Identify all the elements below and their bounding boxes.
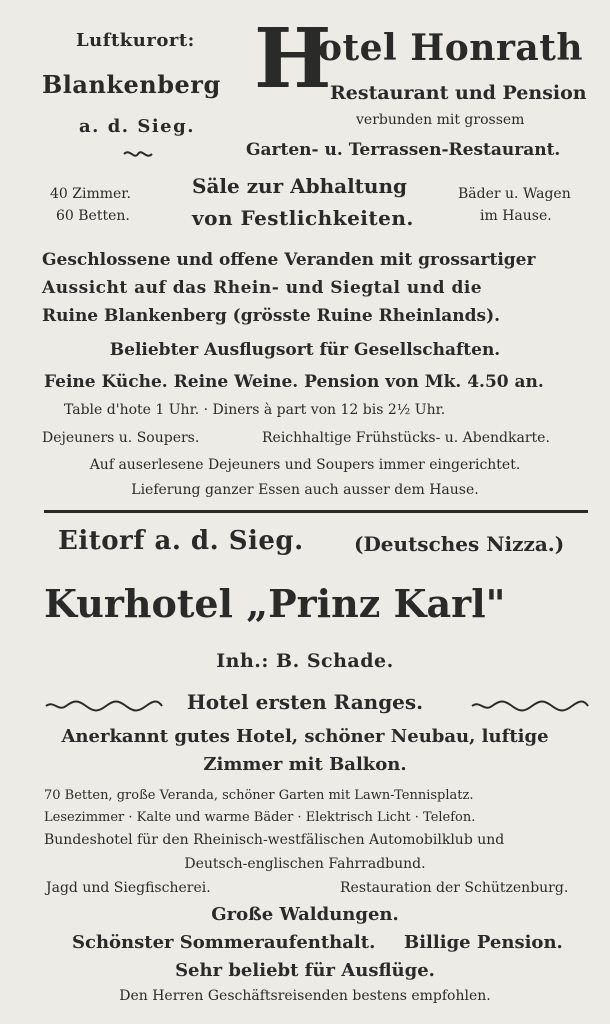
cheap-pension-text: Billige Pension.: [404, 932, 563, 953]
selected-text: Auf auserlesene Dejeuners und Soupers immer eingerichtet.: [89, 457, 521, 473]
verandas-line-1: Geschlossene und offene Veranden mit grossartiger: [42, 250, 536, 270]
hunting-text: Jagd und Siegfischerei.: [46, 880, 211, 896]
dejeuners-text: Dejeuners u. Soupers.: [42, 430, 200, 446]
hotel-rank: Hotel ersten Ranges.: [186, 690, 424, 714]
hotel-initial: H: [254, 11, 332, 107]
place-name: Blankenberg: [42, 70, 221, 99]
club-line-2: Deutsch-englischen Fahrradbund.: [184, 856, 426, 872]
beds-count: 60 Betten.: [56, 208, 130, 224]
place-subtitle: a. d. Sieg.: [79, 116, 195, 137]
table-hote-text: Table d'hote 1 Uhr. · Diners à part von 12 bis 2½ Uhr.: [64, 402, 446, 418]
small-ornament-icon: [122, 148, 154, 160]
rooms-count: 40 Zimmer.: [50, 186, 131, 202]
connected-text: verbunden mit grossem: [356, 112, 525, 128]
forests-text: Große Waldungen.: [211, 904, 399, 925]
kitchen-text: Feine Küche. Reine Weine. Pension von Mk. 4.50 an.: [44, 372, 544, 392]
summer-text: Schönster Sommeraufenthalt.: [72, 932, 376, 953]
hotel-subtitle: Restaurant und Pension: [330, 82, 587, 104]
halls-line-2: von Festlichkeiten.: [192, 206, 414, 230]
eitorf-nickname: (Deutsches Nizza.): [354, 532, 565, 556]
owner-text: Inh.: B. Schade.: [216, 650, 394, 672]
recognised-line-1: Anerkannt gutes Hotel, schöner Neubau, luftige: [61, 726, 549, 747]
delivery-text: Lieferung ganzer Essen auch ausser dem Hause.: [131, 482, 479, 498]
verandas-line-3: Ruine Blankenberg (grösste Ruine Rheinlands).: [42, 306, 501, 326]
place-label: Luftkurort:: [76, 30, 195, 51]
restauration-text: Restauration der Schützenburg.: [340, 880, 569, 896]
recognised-line-2: Zimmer mit Balkon.: [203, 754, 407, 775]
halls-line-1: Säle zur Abhaltung: [192, 174, 407, 198]
baths-line-2: im Hause.: [480, 208, 552, 224]
recommended-text: Den Herren Geschäftsreisenden bestens empfohlen.: [119, 988, 491, 1004]
breakfast-text: Reichhaltige Frühstücks- u. Abendkarte.: [262, 430, 550, 446]
baths-line-1: Bäder u. Wagen: [458, 186, 571, 202]
features-line-1: 70 Betten, große Veranda, schöner Garten mit Lawn-Tennisplatz.: [44, 788, 474, 803]
right-ornament-icon: [470, 700, 590, 712]
verandas-line-2: Aussicht auf das Rhein- und Siegtal und die: [42, 278, 483, 298]
excursions-text: Sehr beliebt für Ausflüge.: [175, 960, 435, 981]
features-line-2: Lesezimmer · Kalte und warme Bäder · Elektrisch Licht · Telefon.: [44, 810, 476, 825]
garden-restaurant: Garten- u. Terrassen-Restaurant.: [246, 140, 561, 160]
club-line-1: Bundeshotel für den Rheinisch-westfälischen Automobilklub und: [44, 832, 505, 848]
eitorf-place: Eitorf a. d. Sieg.: [58, 526, 304, 556]
popular-excursion: Beliebter Ausflugsort für Gesellschaften.: [109, 340, 501, 360]
kurhotel-title: Kurhotel „Prinz Karl": [44, 581, 506, 626]
divider-rule: [44, 510, 588, 513]
hotel-name: otel Honrath: [318, 27, 584, 69]
